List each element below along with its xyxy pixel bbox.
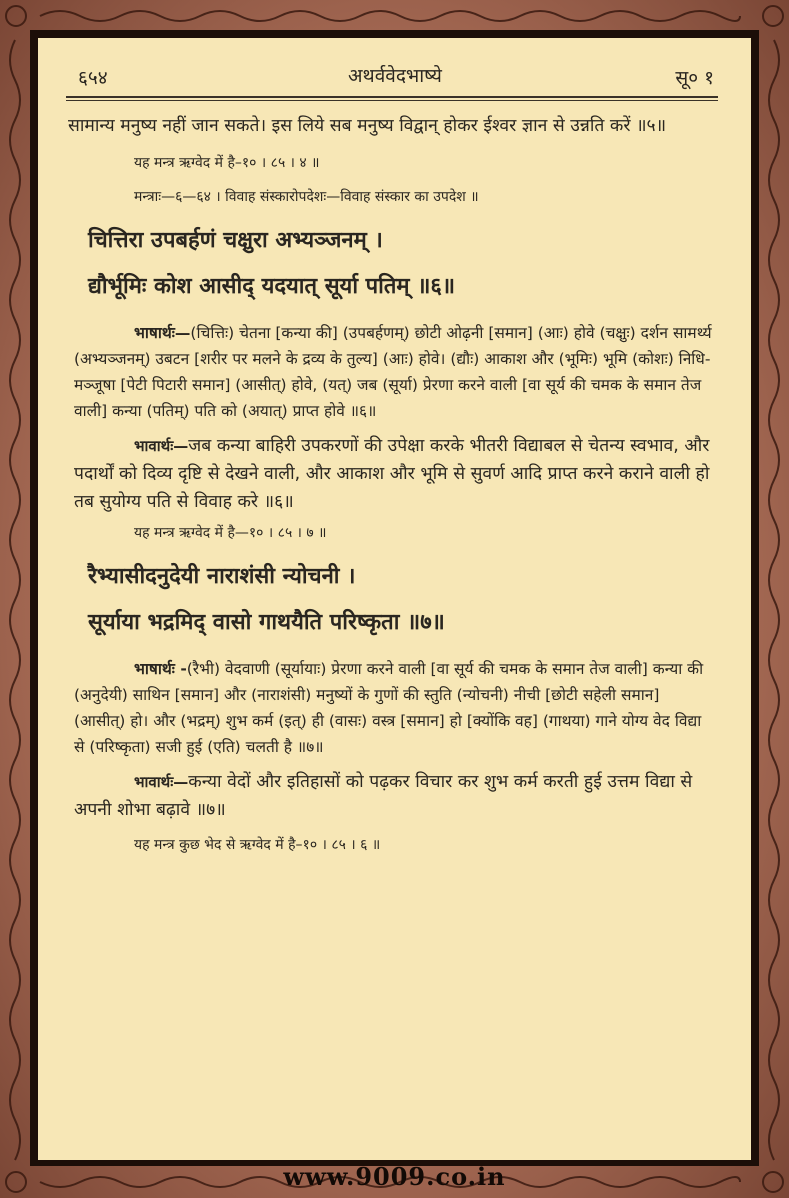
mantra-line: चित्तिरा उपबर्हणं चक्षुरा अभ्यञ्जनम् ।: [88, 228, 383, 253]
bhavarth-label: भावार्थः—: [134, 437, 189, 455]
mantra-line: रैभ्यासीदनुदेयी नाराशंसी न्योचनी ।: [88, 564, 356, 589]
bhasharth-paragraph: [74, 656, 714, 760]
bhavarth-paragraph: [74, 768, 714, 824]
bhasharth-label: भाषार्थः—: [134, 324, 191, 342]
page-title: अथर्ववेदभाष्ये: [348, 65, 442, 87]
page-content: [68, 112, 714, 856]
reference-line: यह मन्त्र कुछ भेद से ऋग्वेद में है–१० । ८५ । ६ ॥: [134, 837, 381, 853]
mantra-line: सूर्याया भद्रमिद् वासो गाथयैति परिष्कृता ॥७॥: [88, 610, 445, 635]
mantra-line: द्यौर्भूमिः कोश आसीद् यदयात् सूर्या पतिम् ॥६॥: [88, 274, 456, 299]
book-page: [38, 38, 751, 1160]
website-footer: www.9009.co.in: [283, 1162, 506, 1191]
reference-line: यह मन्त्र ऋग्वेद में है—१० । ८५ । ७ ॥: [134, 525, 327, 541]
bhasharth-text: (रैभी) वेदवाणी (सूर्यायाः) प्रेरणा करने वाली [वा सूर्य की चमक के समान तेज वाली] कन्या की (अनुदेयी) साथिन [समान] और (नाराशंसी) मनुष्यों के गुणों की स्तुति (न्योचनी) नीची [छोटी सहेली समान] (आसीत्) हो। और (भद्रम्) शुभ कर्म (इत्) ही (वासः) वस्त्र [समान] हो [क्योंकि वह] (गाथया) गाने योग्य वेद विद्या से (परिष्कृता) सजी हुई (एति) चलती है ॥७॥: [74, 660, 704, 756]
section-number: सू० १: [675, 67, 714, 89]
reference-line: यह मन्त्र ऋग्वेद में है–१० । ८५ । ४ ॥: [134, 155, 320, 171]
bhasharth-paragraph: [74, 320, 714, 424]
page-header: [70, 58, 720, 98]
paragraph-continuation: सामान्य मनुष्य नहीं जान सकते। इस लिये सब मनुष्य विद्वान् होकर ईश्वर ज्ञान से उन्नति करें ॥५॥: [68, 116, 667, 136]
bhavarth-text: जब कन्या बाहिरी उपकरणों की उपेक्षा करके भीतरी विद्याबल से चेतन्य स्वभाव, और पदार्थों को दिव्य दृष्टि से देखने वाली, और आकाश और भूमि से सुवर्ण आदि प्राप्त करने कराने वाली हो तब सुयोग्य पति से विवाह करे ॥६॥: [74, 436, 710, 512]
bhavarth-text: कन्या वेदों और इतिहासों को पढ़कर विचार कर शुभ कर्म करती हुई उत्तम विद्या से अपनी शोभा बढ़ावे ॥७॥: [74, 772, 693, 820]
section-heading: मन्त्राः—६—६४ । विवाह संस्कारोपदेशः—विवाह संस्कार का उपदेश ॥: [134, 189, 479, 205]
bhavarth-label: भावार्थः—: [134, 773, 189, 791]
bhasharth-label: भाषार्थः -: [134, 660, 187, 678]
bhavarth-paragraph: [74, 432, 714, 516]
header-rule-thin: [66, 100, 718, 101]
header-rule: [66, 96, 718, 98]
bhasharth-text: (चित्तिः) चेतना [कन्या की] (उपबर्हणम्) छोटी ओढ़नी [समान] (आः) होवे (चक्षुः) दर्शन सामर्थ्य (अभ्यञ्जनम्) उबटन [शरीर पर मलने के द्रव्य के तुल्य] (आः) होवे। (द्यौः) आकाश और (भूमिः) भूमि (कोशः) निधि-मञ्जूषा [पेटी पिटारी समान] (आसीत्) होवे, (यत्) जब (सूर्या) प्रेरणा करने वाली [वा सूर्य की चमक के समान तेज वाली] कन्या (पतिम्) पति को (अयात्) प्राप्त होवे ॥६॥: [74, 324, 712, 420]
page-number: ६५४: [78, 67, 108, 89]
